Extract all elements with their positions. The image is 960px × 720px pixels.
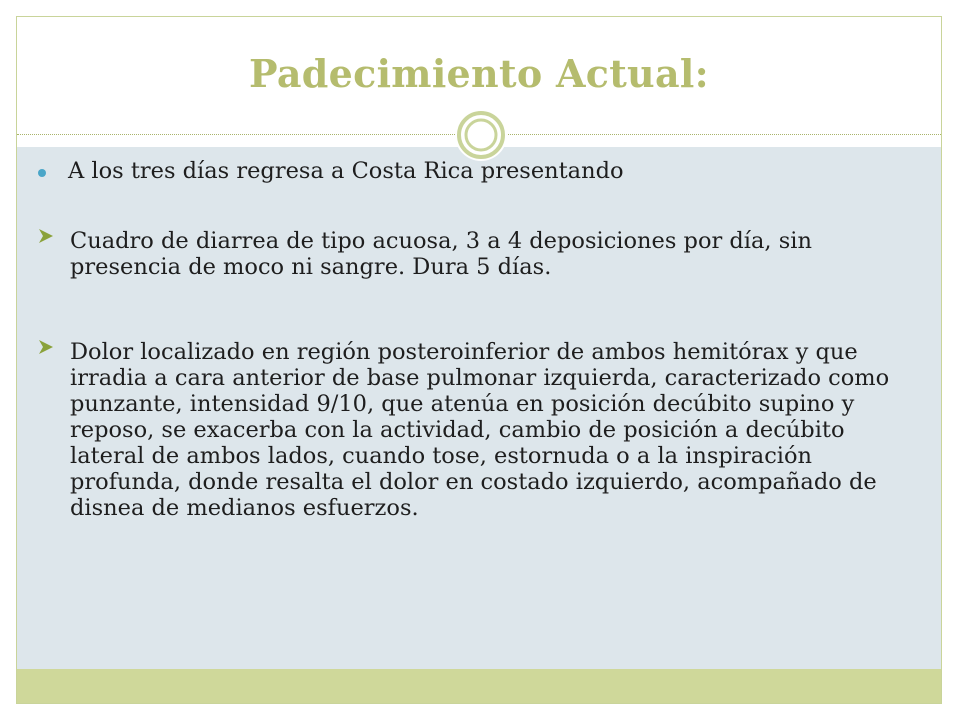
circle-ornament-icon: [454, 108, 508, 162]
list-item: [38, 158, 898, 184]
bottom-bar: [17, 669, 941, 703]
list-item: [38, 339, 898, 521]
list-item-text: A los tres días regresa a Costa Rica presentando: [68, 158, 624, 184]
list-item-text: Dolor localizado en región posteroinferior de ambos hemitórax y que irradia a cara anterior de base pulmonar izquierda, caracterizado como punzante, intensidad 9/10, que atenúa en posición decúbito supino y reposo, se exacerba con la actividad, cambio de posición a decúbito lateral de ambos lados, cuando tose, estornuda o a la inspiración profunda, donde resalta el dolor en costado izquierdo, acompañado de disnea de medianos esfuerzos.: [70, 339, 890, 521]
chevron-arrow-icon: [38, 339, 54, 355]
round-bullet-icon: [38, 169, 46, 177]
list-item: [38, 228, 898, 280]
chevron-arrow-icon: [38, 228, 54, 244]
list-item-text: Cuadro de diarrea de tipo acuosa, 3 a 4 deposiciones por día, sin presencia de moco ni sangre. Dura 5 días.: [70, 228, 812, 280]
slide-title: Padecimiento Actual:: [249, 51, 709, 96]
